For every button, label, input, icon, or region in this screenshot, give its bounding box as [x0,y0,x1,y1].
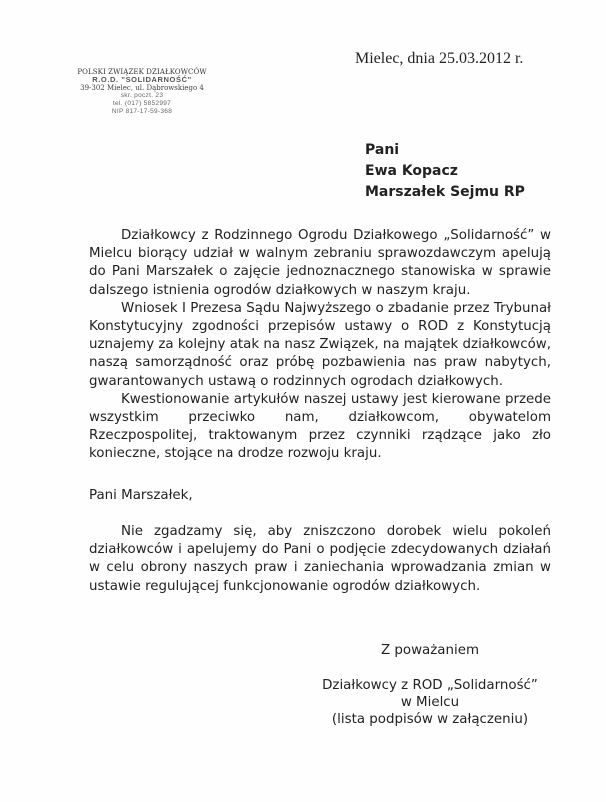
stamp-po-box: skr. poczt. 23 [120,92,164,99]
closing-paragraph: Nie zgadzamy się, aby zniszczono dorobek wielu pokoleń działkowców i apelujemy do Pani o podjęcie zdecydowanych działań w celu obrony naszych praw i zaniechania wprowadzania zmian w ustawie regulującej funkcjonowanie ogrodów działkowych. [89,524,551,594]
body-paragraph: Działkowcy z Rodzinnego Ogrodu Działkowego „Solidarność” w Mielcu biorący udział w walnym zebraniu sprawozdawczym apelują do Pani Marszałek o zajęcie jednoznacznego stanowiska w sprawie dalszego istnienia ogrodów działkowych w naszym kraju. [89,228,551,298]
stamp-organization: POLSKI ZWIĄZEK DZIAŁKOWCÓW [77,68,207,76]
addressee-name: Ewa Kopacz [365,163,458,179]
stamp-nip: NIP 817-17-59-368 [111,108,173,115]
salutation: Pani Marszałek, [89,488,193,503]
letter-body [89,227,551,464]
stamp-phone: tel. (017) 5852997 [112,100,172,107]
addressee-title: Pani [365,142,400,158]
letterhead-stamp [57,68,227,116]
closing-paragraph-block [89,523,551,596]
regards: Z poważaniem [380,643,479,658]
signature-note: (lista podpisów w załączeniu) [331,712,529,727]
addressee-position: Marszałek Sejmu RP [365,184,525,200]
addressee-block [365,140,525,203]
body-paragraph: Kwestionowanie artykułów naszej ustawy jest kierowane przede wszystkim przeciwko nam, działkowcom, obywatelom Rzeczpospolitej, traktowanym przez czynniki rządzące jako zło konieczne, stojące na drodze rozwoju kraju. [89,391,551,462]
signature-block [290,677,570,728]
signature-line: Działkowcy z ROD „Solidarność” [322,678,538,693]
body-paragraph: Wniosek I Prezesa Sądu Najwyższego o zbadanie przez Trybunał Konstytucyjny zgodności przepisów ustawy o ROD z Konstytucją uznajemy za kolejny atak na nasz Związek, na majątek działkowców, naszą samorządność oraz próbę pozbawienia nas praw nabytych, gwarantowanych ustawą o rodzinnych ogrodach działkowych. [89,300,551,389]
signature-location: w Mielcu [400,695,460,710]
date-line: Mielec, dnia 25.03.2012 r. [355,50,524,67]
stamp-garden-name: R.O.D. "SOLIDARNOŚĆ" [92,75,192,84]
stamp-address: 39-302 Mielec, ul. Dąbrowskiego 4 [80,84,204,92]
